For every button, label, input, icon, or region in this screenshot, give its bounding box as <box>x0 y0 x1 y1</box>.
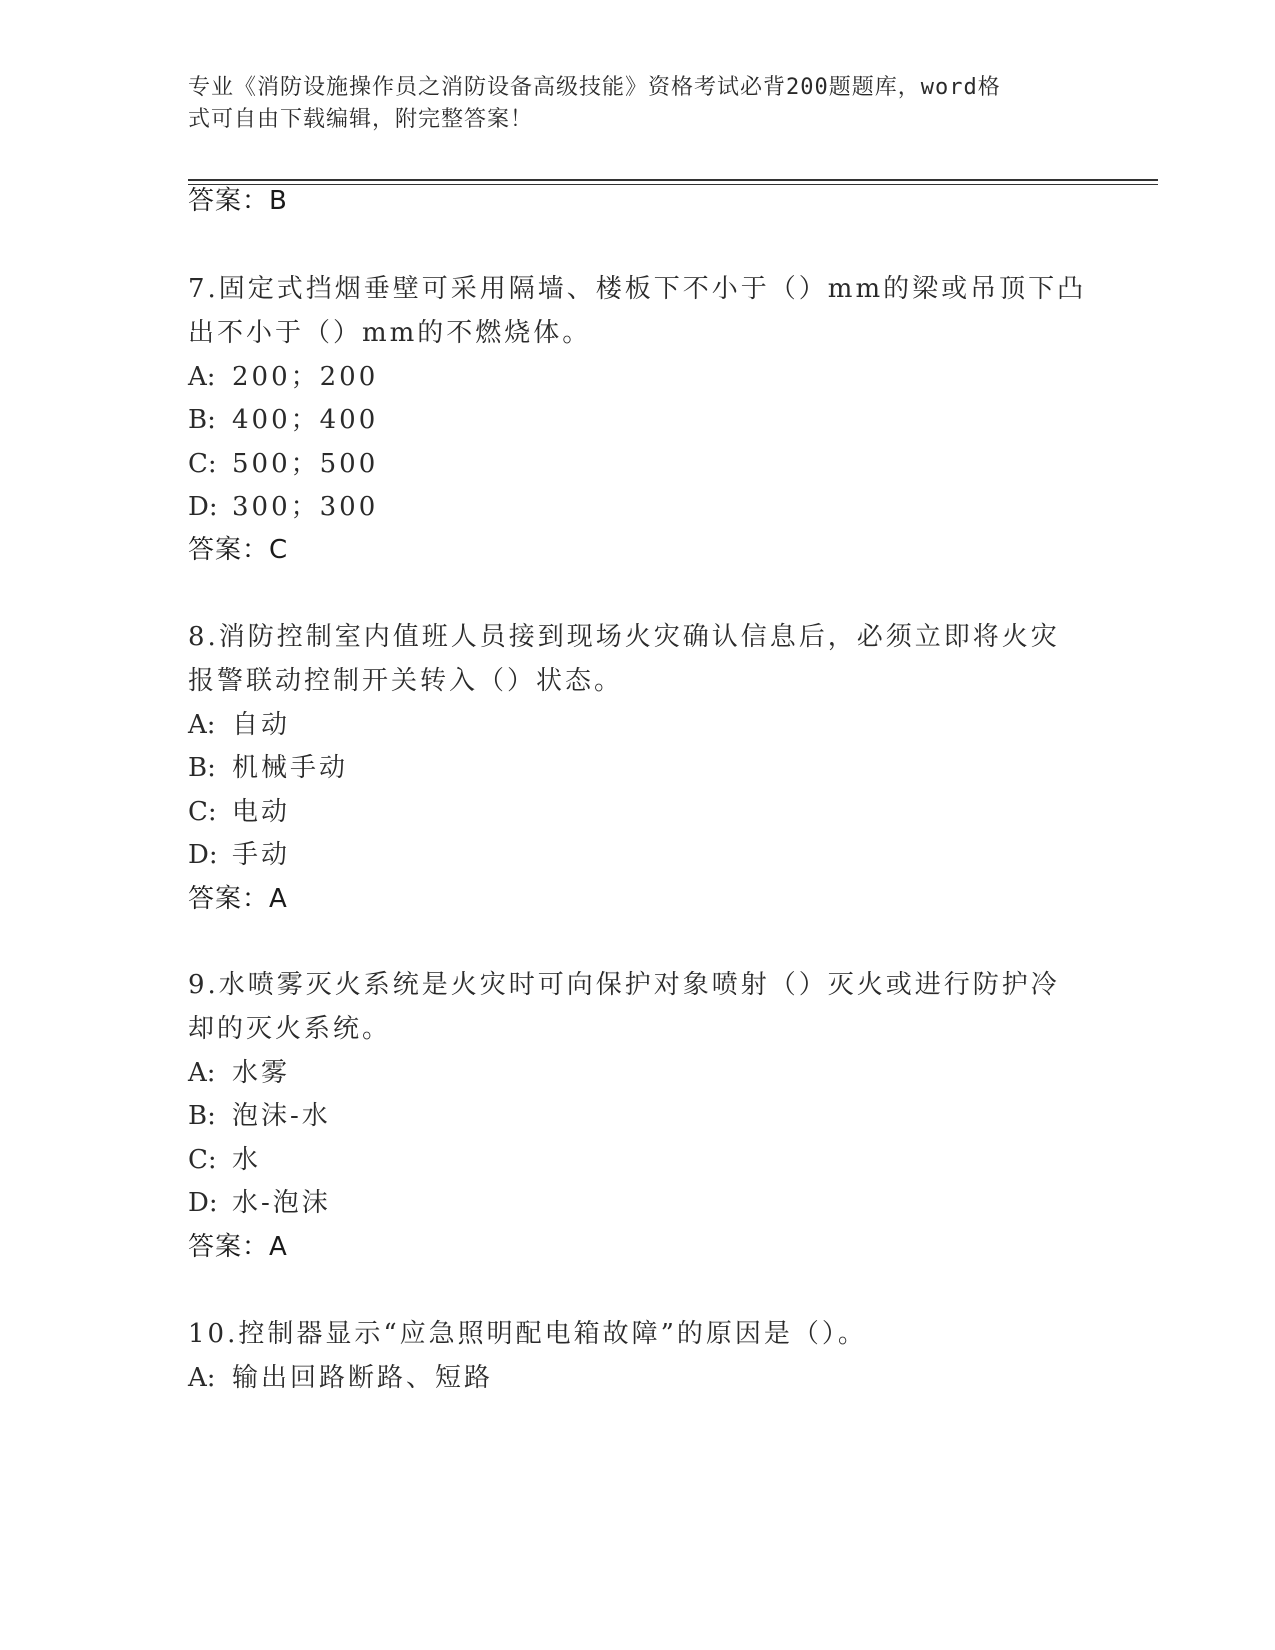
question-7-line-1: 7.固定式挡烟垂壁可采用隔墙、楼板下不小于（）mm的梁或吊顶下凸 <box>188 274 1087 304</box>
question-7-option-d: D: 300；300 <box>188 492 379 522</box>
header-line-2: 式可自由下载编辑，附完整答案！ <box>188 107 534 132</box>
question-10-line-1: 10.控制器显示“应急照明配电箱故障”的原因是（）。 <box>188 1319 867 1349</box>
question-9-option-b: B: 泡沫-水 <box>188 1101 331 1131</box>
question-7-option-a: A: 200；200 <box>188 362 379 392</box>
question-8-option-a: A: 自动 <box>188 710 291 740</box>
question-8-line-1: 8.消防控制室内值班人员接到现场火灾确认信息后，必须立即将火灾 <box>188 622 1060 652</box>
question-7-answer: 答案：C <box>188 535 289 565</box>
header-divider-thick <box>188 179 1158 181</box>
question-9-answer: 答案：A <box>188 1232 288 1262</box>
question-7-option-c: C: 500；500 <box>188 449 379 479</box>
question-10-option-a: A: 输出回路断路、短路 <box>188 1363 494 1393</box>
question-8-option-b: B: 机械手动 <box>188 753 349 783</box>
answer-previous: 答案：B <box>188 186 288 216</box>
question-9-option-c: C: 水 <box>188 1145 262 1175</box>
question-8-option-d: D: 手动 <box>188 840 291 870</box>
header-divider-thin <box>188 184 1158 185</box>
question-9-option-d: D: 水-泡沫 <box>188 1188 331 1218</box>
question-9-line-2: 却的灭火系统。 <box>188 1014 392 1044</box>
question-7-line-2: 出不小于（）mm的不燃烧体。 <box>188 318 592 348</box>
document-header <box>188 72 1068 136</box>
question-8-option-c: C: 电动 <box>188 797 291 827</box>
question-8-line-2: 报警联动控制开关转入（）状态。 <box>188 666 624 696</box>
question-7-option-b: B: 400；400 <box>188 405 379 435</box>
question-9-option-a: A: 水雾 <box>188 1058 291 1088</box>
question-8-answer: 答案：A <box>188 884 288 914</box>
header-line-1: 专业《消防设施操作员之消防设备高级技能》资格考试必背200题题库，word格 <box>188 75 1001 100</box>
question-9-line-1: 9.水喷雾灭火系统是火灾时可向保护对象喷射（）灭火或进行防护冷 <box>188 970 1060 1000</box>
